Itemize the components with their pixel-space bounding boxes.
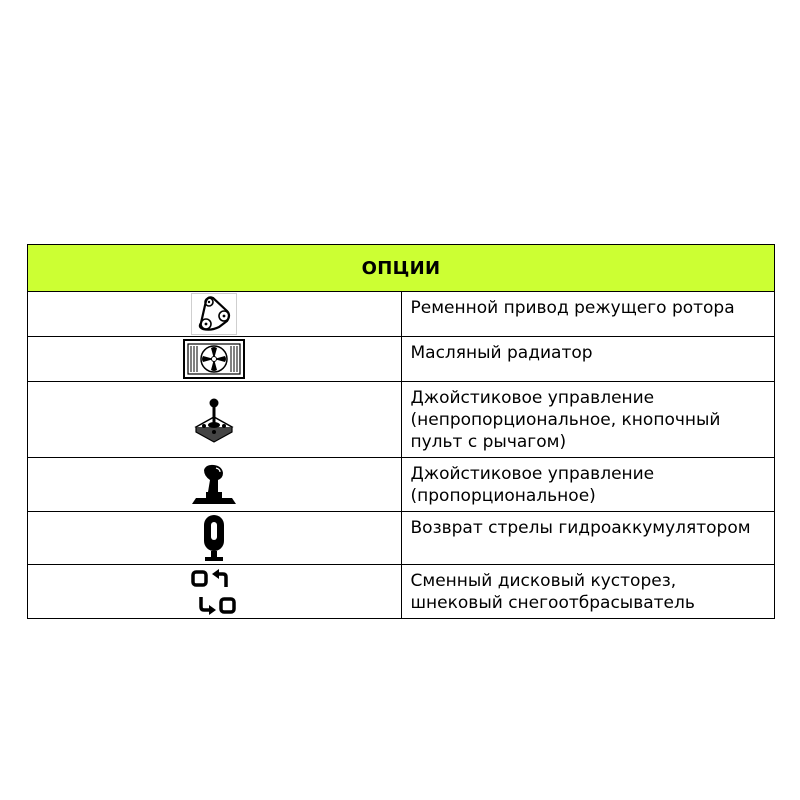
table-row [28, 458, 775, 512]
option-text: Сменный дисковый кусторез, шнековый снегоотбрасыватель [401, 565, 775, 619]
option-text: Возврат стрелы гидроаккумулятором [401, 512, 775, 565]
oil-radiator-icon [183, 339, 245, 379]
table-row [28, 337, 775, 382]
option-text: Масляный радиатор [401, 337, 775, 382]
table-row [28, 382, 775, 458]
hydraulic-accumulator-icon [200, 513, 228, 563]
option-text: Джойстиковое управление (пропорциональное) [401, 458, 775, 512]
option-text: Ременной привод режущего ротора [401, 292, 775, 337]
joystick-proportional-icon [190, 464, 238, 506]
belt-drive-icon [191, 293, 237, 335]
table-row [28, 292, 775, 337]
options-table [27, 244, 775, 619]
table-header: ОПЦИИ [28, 245, 775, 292]
option-text: Джойстиковое управление (непропорциональное, кнопочный пульт с рычагом) [401, 382, 775, 458]
table-row [28, 565, 775, 619]
joystick-buttons-icon [192, 397, 236, 443]
table-row [28, 512, 775, 565]
interchangeable-tools-icon [190, 568, 238, 616]
